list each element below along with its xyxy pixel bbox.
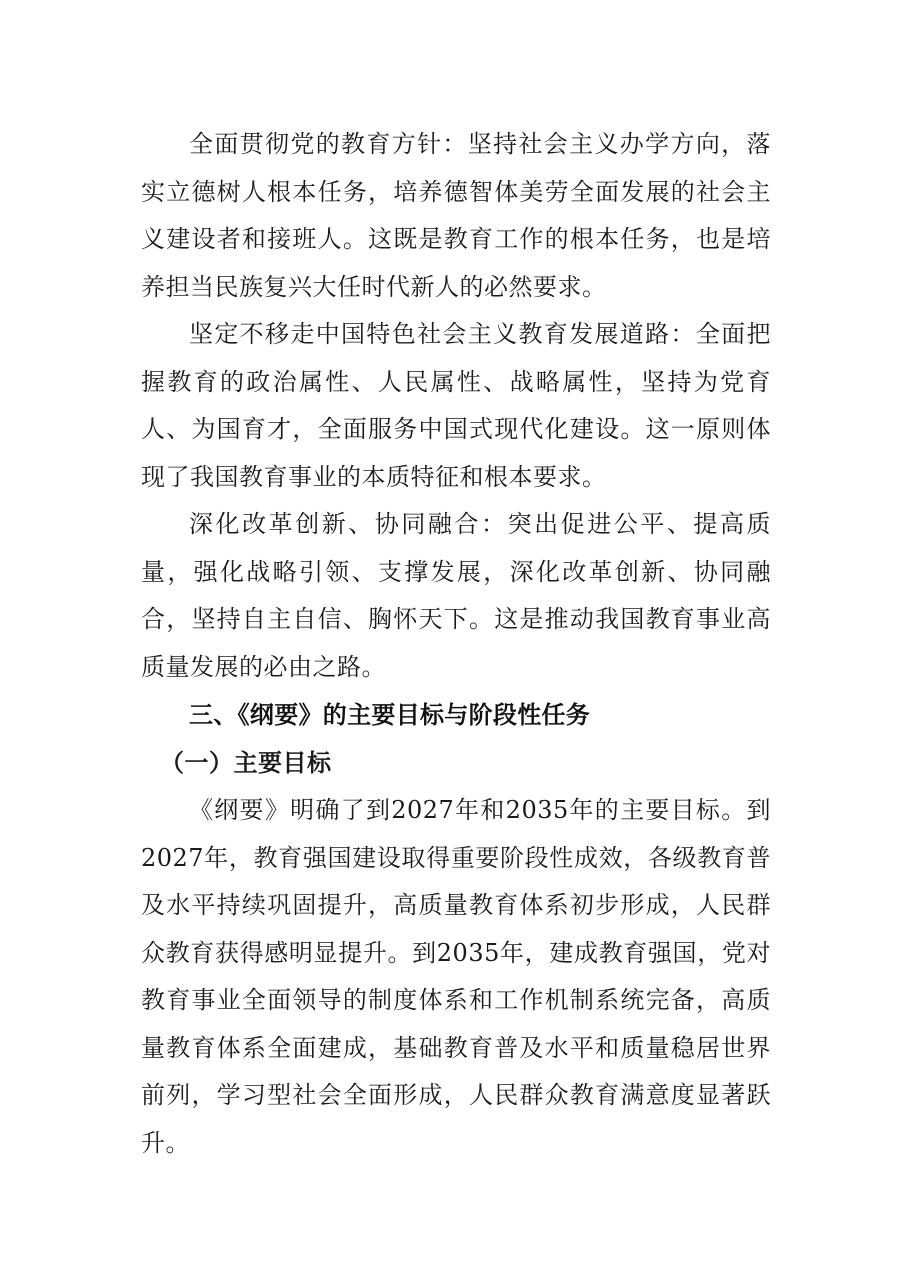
paragraph-reform-innovation: 深化改革创新、协同融合：突出促进公平、提高质量，强化战略引领、支撑发展，深化改革创新、协同融合，坚持自主自信、胸怀天下。这是推动我国教育事业高质量发展的必由之路。	[141, 510, 771, 681]
section-heading: 三、《纲要》的主要目标与阶段性任务	[189, 701, 591, 729]
paragraph-education-policy: 全面贯彻党的教育方针：坚持社会主义办学方向，落实立德树人根本任务，培养德智体美劳全面发展的社会主义建设者和接班人。这既是教育工作的根本任务，也是培养担当民族复兴大任时代新人的必然要求。	[141, 130, 771, 301]
subsection-heading: （一）主要目标	[160, 748, 332, 777]
paragraph-main-goals: 《纲要》明确了到2027年和2035年的主要目标。到2027年，教育强国建设取得重要阶段性成效，各级教育普及水平持续巩固提升，高质量教育体系初步形成，人民群众教育获得感明显提升。到2035年，建成教育强国，党对教育事业全面领导的制度体系和工作机制系统完备，高质量教育体系全面建成，基础教育普及水平和质量稳居世界前列，学习型社会全面形成，人民群众教育满意度显著跃升。	[141, 796, 771, 1157]
paragraph-development-path: 坚定不移走中国特色社会主义教育发展道路：全面把握教育的政治属性、人民属性、战略属性，坚持为党育人、为国育才，全面服务中国式现代化建设。这一原则体现了我国教育事业的本质特征和根本要求。	[141, 320, 771, 491]
